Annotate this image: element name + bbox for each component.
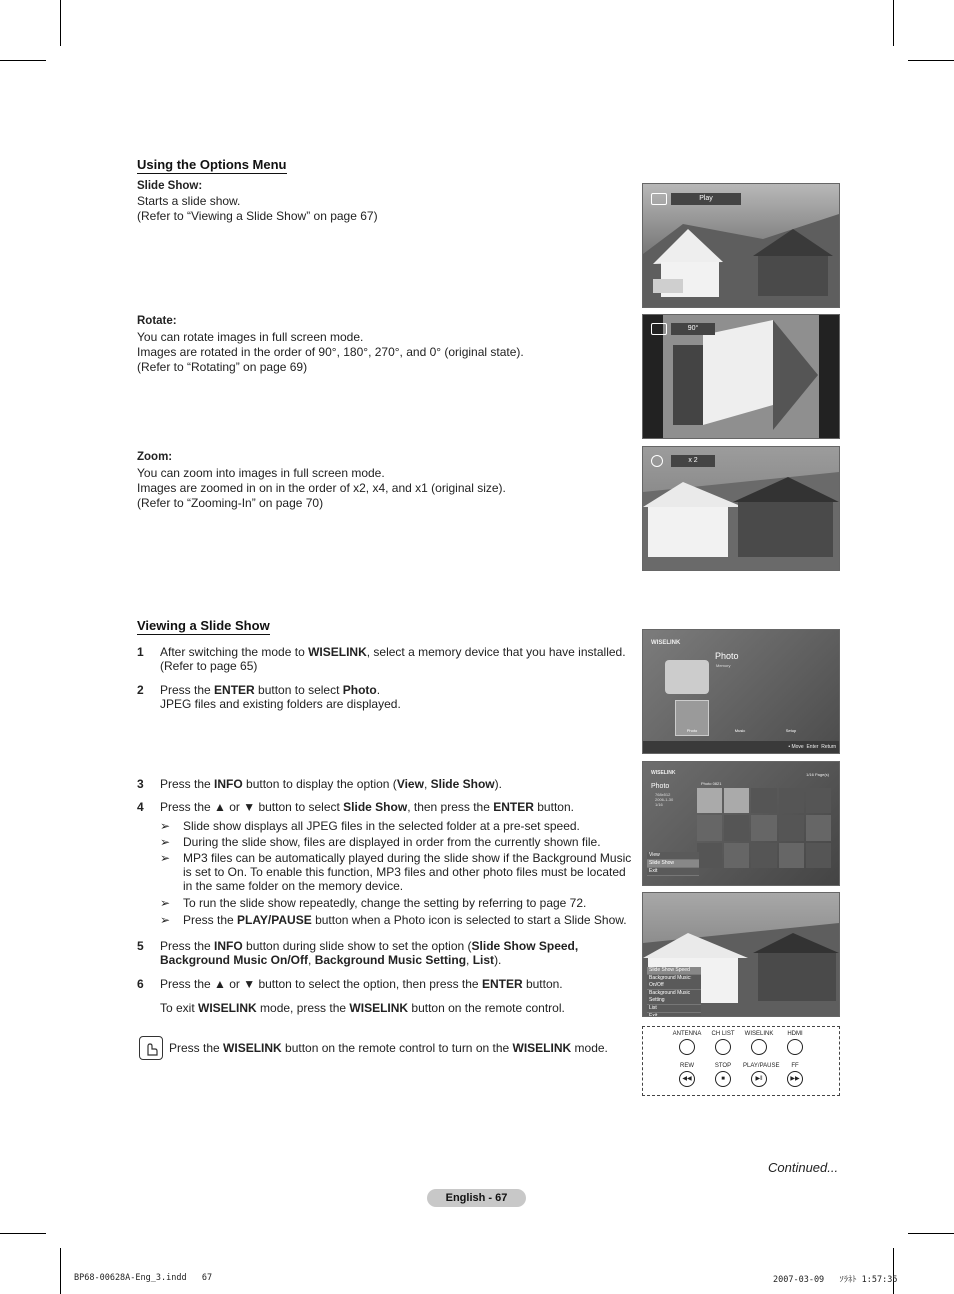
- option-exit[interactable]: Exit: [647, 868, 699, 876]
- text: Slide Show Speed,: [471, 939, 579, 953]
- text: ENTER: [481, 977, 523, 991]
- text: To exit: [160, 1001, 199, 1015]
- text-line: Images are zoomed in on in the order of x2, x4, and x1 (original size).: [137, 481, 506, 495]
- step-number: 1: [137, 645, 144, 659]
- text: ,: [423, 777, 431, 791]
- exit-instruction: [137, 1001, 637, 1015]
- arrow-icon: ➢: [160, 896, 171, 910]
- label: ANTENNA: [672, 1031, 702, 1037]
- arrow-icon: ➢: [160, 819, 171, 833]
- thumbnail[interactable]: [779, 788, 804, 813]
- wiselink-button[interactable]: [743, 1031, 775, 1055]
- button-circle: [715, 1039, 731, 1055]
- text-line: You can rotate images in full screen mode.: [137, 330, 364, 344]
- text: Photo: [342, 683, 377, 697]
- section-title-viewing: Viewing a Slide Show: [137, 618, 270, 633]
- option-music-setting[interactable]: Background Music Setting: [647, 990, 701, 1005]
- text: Background Music Setting: [314, 953, 467, 967]
- file-info: [655, 792, 673, 807]
- text-line: Images are rotated in the order of 90°, 180°, 270°, and 0° (original state).: [137, 345, 524, 359]
- text-line: (Refer to “Viewing a Slide Show” on page 67): [137, 209, 378, 223]
- thumbnail-grid: [697, 788, 831, 868]
- text: Press the: [160, 939, 215, 953]
- hand-icon: [139, 1036, 163, 1060]
- tip-text: [169, 1041, 669, 1055]
- slideshow-options-popup: [647, 967, 701, 1017]
- text: button to select: [254, 683, 343, 697]
- option-exit[interactable]: Exit: [647, 1013, 701, 1017]
- option-list[interactable]: List: [647, 1005, 701, 1013]
- crop-mark: [60, 0, 61, 46]
- text: , select a memory device that you have installed.: [366, 645, 626, 659]
- text: button on the remote control to turn on the: [281, 1041, 513, 1055]
- slideshow-screenshot: [642, 183, 840, 308]
- text: Slide show displays all JPEG files in the selected folder at a pre-set speed.: [183, 819, 580, 833]
- option-view[interactable]: View: [647, 852, 699, 860]
- rotate-text: [137, 330, 524, 375]
- option-music-onoff[interactable]: Background Music: On/Off: [647, 975, 701, 990]
- zoom-icon: [651, 455, 663, 467]
- text: button.: [522, 977, 563, 991]
- play-pause-icon: ▶‖: [751, 1071, 767, 1087]
- crop-mark: [60, 1248, 61, 1294]
- hint-enter: Enter: [806, 744, 819, 750]
- camera-graphic: [665, 660, 709, 694]
- text: button.: [533, 800, 574, 814]
- zoom-heading: Zoom:: [137, 451, 173, 463]
- text: WISELINK: [308, 645, 367, 659]
- note-1: [160, 819, 635, 833]
- step-3: [137, 777, 637, 791]
- option-slide-show[interactable]: Slide Show: [647, 860, 699, 868]
- screen-title: Photo: [651, 783, 670, 790]
- antenna-button[interactable]: [671, 1031, 703, 1055]
- crop-mark: [0, 1233, 46, 1234]
- text: Press the: [183, 913, 238, 927]
- screen-title: Photo: [715, 651, 739, 661]
- text: mode, press the: [256, 1001, 350, 1015]
- text: WISELINK: [223, 1041, 282, 1055]
- crop-mark: [0, 60, 46, 61]
- thumbnail[interactable]: [724, 788, 749, 813]
- thumbnail[interactable]: [751, 788, 776, 813]
- text: INFO: [214, 777, 243, 791]
- hdmi-button[interactable]: [779, 1031, 811, 1055]
- text-line: Starts a slide show.: [137, 194, 241, 208]
- crop-mark: [893, 1248, 894, 1294]
- remote-row-2: [671, 1063, 811, 1087]
- screen-subtitle: Memory: [716, 663, 731, 668]
- thumbnail[interactable]: [724, 815, 749, 840]
- text-line: You can zoom into images in full screen mode.: [137, 466, 385, 480]
- rew-icon: ◀◀: [679, 1071, 695, 1087]
- step-number: 4: [137, 800, 144, 814]
- text: mode.: [571, 1041, 608, 1055]
- text: 2006-1-30: [655, 797, 674, 802]
- menu-label: Setup: [785, 728, 797, 733]
- option-speed[interactable]: Slide Show Speed: [647, 967, 701, 975]
- text: ENTER: [214, 683, 255, 697]
- arrow-icon: ➢: [160, 851, 171, 865]
- rew-button[interactable]: [671, 1063, 703, 1087]
- text: MP3 files can be automatically played during the slide show if the Background Music is set to On. To enable this function, MP3 files and other photo files must be located in the same folder on the memory device.: [183, 851, 632, 893]
- remote-illustration: [642, 1026, 840, 1096]
- chlist-button[interactable]: [707, 1031, 739, 1055]
- step-2: [137, 683, 637, 711]
- crop-mark: [908, 1233, 954, 1234]
- text: List: [472, 953, 495, 967]
- step-5: [137, 939, 637, 967]
- photo-browser-screenshot: [642, 761, 840, 886]
- slideshow-options-screenshot: [642, 892, 840, 1017]
- page-number-badge: English - 67: [427, 1189, 526, 1207]
- step-number: 6: [137, 977, 144, 991]
- continued-label: Continued...: [768, 1160, 839, 1175]
- menu-label: Music: [734, 728, 746, 733]
- arrow-icon: ➢: [160, 835, 171, 849]
- play-pause-button[interactable]: [743, 1063, 780, 1087]
- text: button on the remote control.: [408, 1001, 565, 1015]
- text: ENTER: [493, 800, 534, 814]
- text: WISELINK: [198, 1001, 257, 1015]
- slideshow-heading: Slide Show:: [137, 180, 203, 192]
- thumbnail[interactable]: [751, 815, 776, 840]
- zoom-text: [137, 466, 506, 511]
- text: Press the: [160, 777, 215, 791]
- text: Slide Show: [343, 800, 408, 814]
- osd-zoom: x 2: [671, 455, 715, 467]
- thumbnail[interactable]: [697, 815, 722, 840]
- section-title-options: Using the Options Menu: [137, 157, 287, 172]
- text: WISELINK: [512, 1041, 572, 1055]
- text: Background Music On/Off: [160, 953, 309, 967]
- text: PLAY/PAUSE: [237, 913, 312, 927]
- text: button to display the option (: [242, 777, 397, 791]
- text-line: (Refer to “Zooming-In” on page 70): [137, 496, 324, 510]
- text: WISELINK: [349, 1001, 409, 1015]
- text: ).: [494, 777, 502, 791]
- osd-play: Play: [671, 193, 741, 205]
- print-slug-right: 2007-03-09 ｿﾗﾈﾄ 1:57:35: [773, 1275, 898, 1285]
- folder-name: Photo 0821: [701, 781, 722, 786]
- text: (Refer to page 65): [160, 659, 258, 673]
- text: Press the ▲ or ▼ button to select the option, then press the: [160, 977, 482, 991]
- label: REW: [680, 1063, 694, 1069]
- thumbnail[interactable]: [724, 843, 749, 868]
- thumbnail[interactable]: [806, 815, 831, 840]
- text: Press the: [160, 683, 215, 697]
- arrow-icon: ➢: [160, 913, 171, 927]
- zoom-screenshot: [642, 446, 840, 571]
- slideshow-text: [137, 194, 378, 224]
- text: After switching the mode to: [160, 645, 309, 659]
- rotate-icon: [651, 323, 667, 335]
- step-number: 5: [137, 939, 144, 953]
- ff-icon: ▶▶: [787, 1071, 803, 1087]
- text: 1/16: [655, 802, 663, 807]
- text: Press the ▲ or ▼ button to select: [160, 800, 344, 814]
- step-number: 3: [137, 777, 144, 791]
- step-6: [137, 977, 637, 991]
- text: View: [396, 777, 424, 791]
- text: .: [376, 683, 381, 697]
- print-slug-left: BP68-00628A-Eng_3.indd 67: [74, 1273, 213, 1283]
- hint-bar: [643, 741, 839, 753]
- text: button when a Photo icon is selected to start a Slide Show.: [311, 913, 627, 927]
- menu-label: Photo: [686, 728, 698, 733]
- text: Slide Show: [430, 777, 495, 791]
- rotate-heading: Rotate:: [137, 315, 177, 327]
- rotate-screenshot: [642, 314, 840, 439]
- thumbnail[interactable]: [751, 843, 776, 868]
- label: PLAY/PAUSE: [743, 1063, 780, 1069]
- text: button during slide show to set the option (: [242, 939, 472, 953]
- text: INFO: [214, 939, 243, 953]
- text-line: (Refer to “Rotating” on page 69): [137, 360, 308, 374]
- step-number: 2: [137, 683, 144, 697]
- crop-mark: [893, 0, 894, 46]
- button-circle: [787, 1039, 803, 1055]
- menu-item-photo[interactable]: [675, 700, 709, 736]
- brand-logo: WISELINK: [651, 640, 681, 646]
- stop-icon: ■: [715, 1071, 731, 1087]
- label: WISELINK: [744, 1031, 774, 1037]
- thumbnail[interactable]: [806, 843, 831, 868]
- step-4: [137, 800, 637, 814]
- stop-button[interactable]: [707, 1063, 739, 1087]
- hand-glyph: [140, 1037, 162, 1059]
- text: ,: [466, 953, 473, 967]
- text: ).: [494, 953, 502, 967]
- thumbnail[interactable]: [779, 815, 804, 840]
- label: FF: [791, 1063, 799, 1069]
- note-2: [160, 835, 635, 849]
- menu-item-music[interactable]: [726, 705, 754, 733]
- slideshow-icon: [651, 193, 667, 205]
- menu-item-setup[interactable]: [777, 705, 805, 733]
- brand-logo: WISELINK: [651, 770, 676, 776]
- photo-menu-screenshot: [642, 629, 840, 754]
- step-1: [137, 645, 637, 673]
- thumbnail[interactable]: [779, 843, 804, 868]
- text: , then press the: [407, 800, 494, 814]
- hint-move: • Move: [788, 744, 804, 750]
- label: HDMI: [787, 1031, 803, 1037]
- thumbnail[interactable]: [806, 788, 831, 813]
- text: During the slide show, files are displayed in order from the currently shown file.: [183, 835, 601, 849]
- page-count: 1/16 Page(s): [806, 772, 829, 777]
- button-circle: [679, 1039, 695, 1055]
- text: JPEG files and existing folders are displayed.: [160, 697, 401, 711]
- ff-button[interactable]: [779, 1063, 811, 1087]
- text: ,: [308, 953, 315, 967]
- text: To run the slide show repeatedly, change the setting by referring to page 72.: [183, 896, 587, 910]
- thumbnail[interactable]: [697, 788, 722, 813]
- thumbnail[interactable]: [697, 843, 722, 868]
- text: Press the: [169, 1041, 224, 1055]
- button-circle: [751, 1039, 767, 1055]
- osd-rotate: 90°: [671, 323, 715, 335]
- text: 768x512: [655, 792, 671, 797]
- label: STOP: [714, 1063, 732, 1069]
- note-4: [160, 896, 635, 910]
- crop-mark: [908, 60, 954, 61]
- remote-row-1: [671, 1031, 811, 1055]
- hint-return: Return: [821, 744, 837, 750]
- note-5: [160, 913, 635, 927]
- note-3: [160, 851, 635, 893]
- options-popup: [647, 852, 699, 876]
- label: CH LIST: [711, 1031, 735, 1037]
